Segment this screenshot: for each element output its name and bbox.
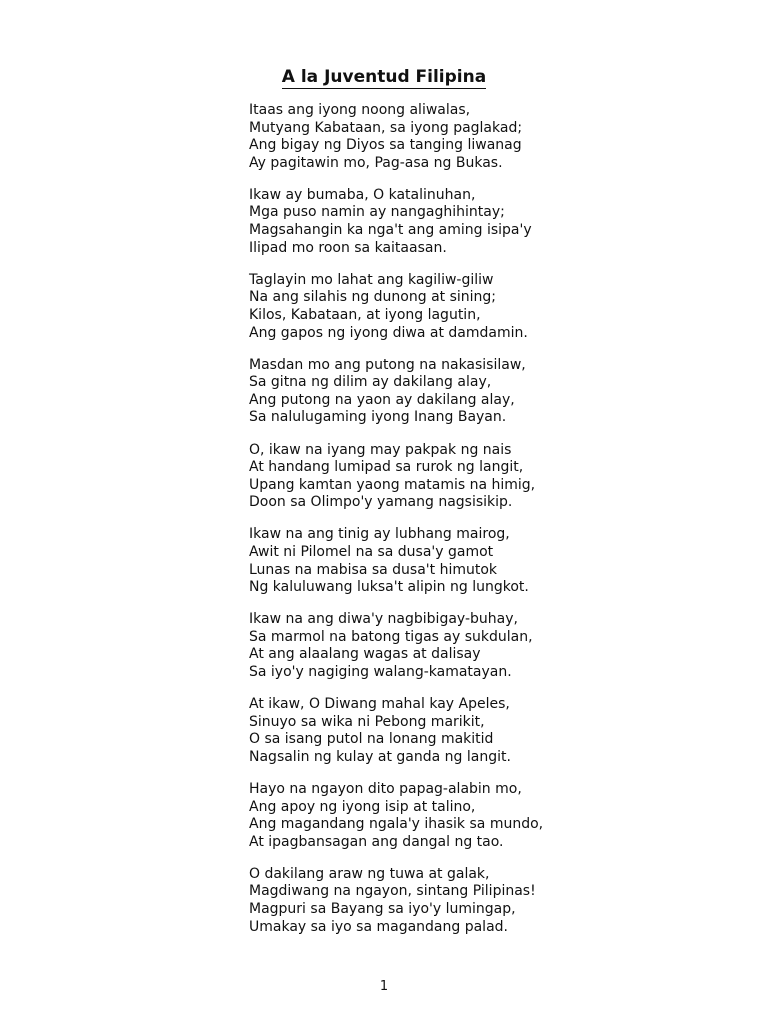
poem-line: Sa iyo'y nagiging walang-kamatayan. <box>249 664 512 681</box>
poem-line: Magdiwang na ngayon, sintang Pilipinas! <box>249 883 536 900</box>
poem-line: Awit ni Pilomel na sa dusa'y gamot <box>249 543 494 560</box>
poem-line: O dakilang araw ng tuwa at galak, <box>249 865 490 882</box>
stanza <box>249 611 669 681</box>
poem-line: Ang magandang ngala'y ihasik sa mundo, <box>249 816 544 833</box>
poem-line: At handang lumipad sa rurok ng langit, <box>249 459 524 476</box>
poem-line: Doon sa Olimpo'y yamang nagsisikip. <box>249 494 513 511</box>
poem-line: Upang kamtan yaong matamis na himig, <box>249 476 536 493</box>
poem-line: At ang alaalang wagas at dalisay <box>249 646 481 663</box>
poem-line: Taglayin mo lahat ang kagiliw-giliw <box>249 271 494 288</box>
poem-line: Ilipad mo roon sa kaitaasan. <box>249 239 447 256</box>
stanza <box>249 781 669 851</box>
poem-line: Ng kaluluwang luksa't alipin ng lungkot. <box>249 579 529 596</box>
stanza <box>249 442 669 512</box>
poem-line: Ikaw na ang diwa'y nagbibigay-buhay, <box>249 611 518 628</box>
poem-line: O sa isang putol na lonang makitid <box>249 731 494 748</box>
poem-line: Sa nalulugaming iyong Inang Bayan. <box>249 409 507 426</box>
poem-body <box>249 102 669 951</box>
poem-line: At ikaw, O Diwang mahal kay Apeles, <box>249 696 510 713</box>
poem-line: Ang gapos ng iyong diwa at damdamin. <box>249 324 528 341</box>
poem-line: Magsahangin ka nga't ang aming isipa'y <box>249 222 532 239</box>
stanza <box>249 187 669 257</box>
stanza <box>249 102 669 172</box>
poem-line: Sa marmol na batong tigas ay sukdulan, <box>249 628 533 645</box>
poem-line: Itaas ang iyong noong aliwalas, <box>249 102 471 118</box>
poem-line: Mutyang Kabataan, sa iyong paglakad; <box>249 119 523 136</box>
poem-line: Ay pagitawin mo, Pag-asa ng Bukas. <box>249 154 503 171</box>
poem-line: Lunas na mabisa sa dusa't himutok <box>249 561 498 578</box>
poem-line: Na ang silahis ng dunong at sining; <box>249 289 497 306</box>
poem-line: Magpuri sa Bayang sa iyo'y lumingap, <box>249 901 516 918</box>
poem-line: Ikaw na ang tinig ay lubhang mairog, <box>249 526 510 543</box>
poem-title <box>0 66 768 88</box>
poem-line: Masdan mo ang putong na nakasisilaw, <box>249 356 526 373</box>
poem-line: Sinuyo sa wika ni Pebong marikit, <box>249 713 485 730</box>
stanza <box>249 526 669 596</box>
page-number: 1 <box>379 979 389 994</box>
poem-line: Umakay sa iyo sa magandang palad. <box>249 918 508 935</box>
stanza <box>249 272 669 342</box>
poem-line: Ang bigay ng Diyos sa tanging liwanag <box>249 137 522 154</box>
poem-line: Ikaw ay bumaba, O katalinuhan, <box>249 186 476 203</box>
poem-line: Hayo na ngayon dito papag-alabin mo, <box>249 781 522 797</box>
poem-title-text: A la Juventud Filipina <box>281 67 487 87</box>
poem-line: Ang putong na yaon ay dakilang alay, <box>249 391 515 408</box>
poem-line: O, ikaw na iyang may pakpak ng nais <box>249 441 512 458</box>
stanza <box>249 866 669 936</box>
poem-line: Mga puso namin ay nangaghihintay; <box>249 204 505 221</box>
stanza <box>249 357 669 427</box>
poem-line: Nagsalin ng kulay at ganda ng langit. <box>249 748 511 765</box>
poem-line: Ang apoy ng iyong isip at talino, <box>249 798 476 815</box>
poem-line: Sa gitna ng dilim ay dakilang alay, <box>249 374 492 391</box>
stanza <box>249 696 669 766</box>
poem-line: At ipagbansagan ang dangal ng tao. <box>249 833 504 850</box>
poem-line: Kilos, Kabataan, at iyong lagutin, <box>249 306 481 323</box>
